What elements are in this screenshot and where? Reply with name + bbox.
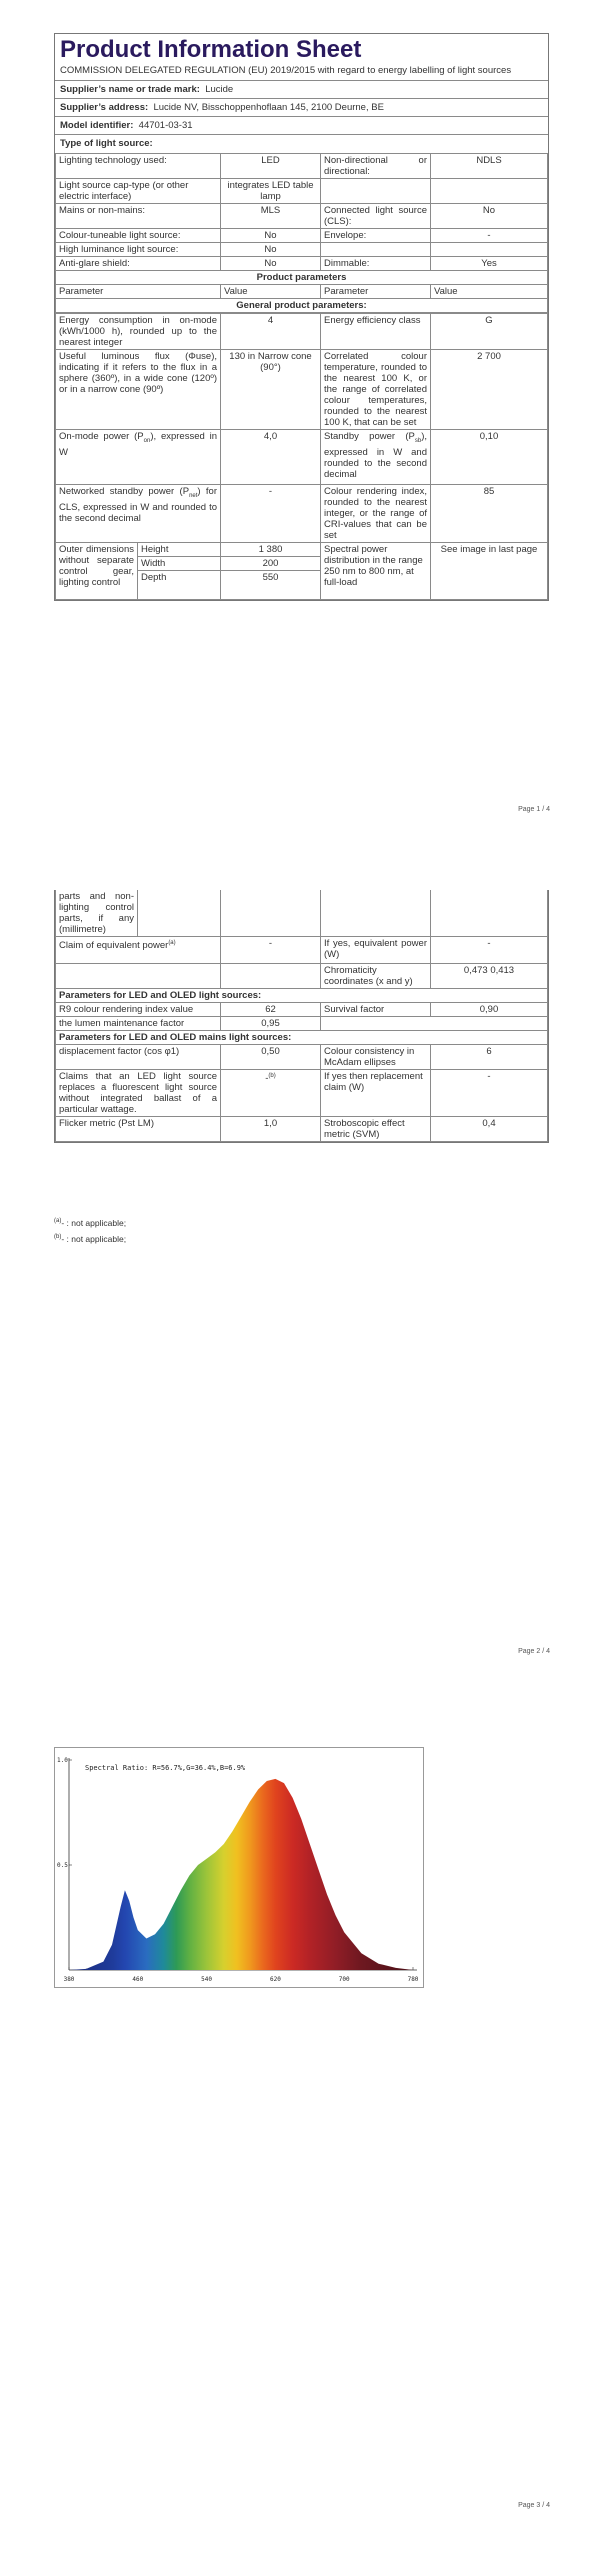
x-tick-label: 540 bbox=[201, 1976, 213, 1983]
mains-parameters-heading: Parameters for LED and OLED mains light sources: bbox=[56, 1031, 548, 1045]
y-tick-label: 1.0 bbox=[57, 1757, 68, 1764]
table-row bbox=[56, 1031, 548, 1045]
model-row bbox=[55, 116, 548, 134]
type-value: No bbox=[221, 229, 321, 243]
table-row bbox=[56, 204, 548, 229]
empty-cell bbox=[321, 890, 431, 937]
table-row bbox=[56, 964, 548, 989]
x-tick-label: 620 bbox=[269, 1976, 281, 1983]
type-value: NDLS bbox=[431, 154, 548, 179]
type-param: Envelope: bbox=[321, 229, 431, 243]
type-param: Light source cap-type (or other electric interface) bbox=[56, 179, 221, 204]
table-row bbox=[56, 299, 548, 313]
param-value: 4,0 bbox=[221, 430, 321, 485]
type-value bbox=[431, 243, 548, 257]
param-label: Spectral power distribution in the range 250 nm to 800 nm, at full-load bbox=[321, 543, 431, 600]
type-param: High luminance light source: bbox=[56, 243, 221, 257]
param-label: Colour consistency in McAdam ellipses bbox=[321, 1045, 431, 1070]
x-tick-label: 460 bbox=[132, 1976, 144, 1983]
param-label: Chromaticity coordinates (x and y) bbox=[321, 964, 431, 989]
empty-cell bbox=[431, 890, 548, 937]
type-param bbox=[321, 179, 431, 204]
table-row bbox=[56, 314, 548, 350]
dimension-label: Height bbox=[138, 543, 221, 557]
supplier-name-value: Lucide bbox=[205, 84, 234, 95]
type-value: integrates LED table lamp bbox=[221, 179, 321, 204]
table-row bbox=[56, 285, 548, 299]
supplier-name-label: Supplier’s name or trade mark: bbox=[60, 84, 200, 95]
param-label: Useful luminous flux (Φuse), indicating if it refers to the flux in a sphere (360º), in a wide cone (120º) or in a narrow cone (90º) bbox=[56, 350, 221, 430]
type-value: LED bbox=[221, 154, 321, 179]
general-table bbox=[55, 313, 548, 600]
supplier-address-label: Supplier’s address: bbox=[60, 102, 149, 113]
footnote-a: $^{(a)}$- : not applicable; bbox=[54, 1218, 127, 1228]
type-param: Colour-tuneable light source: bbox=[56, 229, 221, 243]
table-row bbox=[56, 350, 548, 430]
param-label: Correlated colour temperature, rounded to the nearest 100 K, or the range of correlated colour temperatures, rounded to the nearest 100 K, that can be set bbox=[321, 350, 431, 430]
param-value: 4 bbox=[221, 314, 321, 350]
param-value: 200 bbox=[221, 557, 321, 571]
supplier-name-row bbox=[55, 80, 548, 98]
param-label: Survival factor bbox=[321, 1003, 431, 1017]
type-param: Non-directional or directional: bbox=[321, 154, 431, 179]
table-row bbox=[56, 1003, 548, 1017]
dimension-label: Depth bbox=[138, 571, 221, 600]
general-parameters-heading: General product parameters: bbox=[56, 299, 548, 313]
param-label: If yes, equivalent power (W) bbox=[321, 937, 431, 964]
type-value: MLS bbox=[221, 204, 321, 229]
supplier-address-value: Lucide NV, Bisschoppenhoflaan 145, 2100 Deurne, BE bbox=[153, 102, 384, 113]
param-value: 6 bbox=[431, 1045, 548, 1070]
empty-cell bbox=[221, 890, 321, 937]
footnote-b: $^{(b)}$- : not applicable; bbox=[54, 1234, 127, 1244]
type-value: No bbox=[221, 243, 321, 257]
param-label: R9 colour rendering index value bbox=[56, 1003, 221, 1017]
spectrum-area bbox=[69, 1779, 413, 1970]
type-value: - bbox=[431, 229, 548, 243]
table-row bbox=[56, 1117, 548, 1142]
type-param: Mains or non-mains: bbox=[56, 204, 221, 229]
type-param: Anti-glare shield: bbox=[56, 257, 221, 271]
empty-cell bbox=[321, 1017, 548, 1031]
type-heading: Type of light source: bbox=[60, 138, 153, 149]
empty-cell bbox=[221, 964, 321, 989]
param-value: 62 bbox=[221, 1003, 321, 1017]
type-param: Connected light source (CLS): bbox=[321, 204, 431, 229]
page-title: Product Information Sheet bbox=[60, 36, 362, 63]
y-tick-label: 0.5 bbox=[57, 1862, 68, 1869]
param-value: - bbox=[221, 485, 321, 543]
table-row bbox=[56, 430, 548, 485]
param-value: 1 380 bbox=[221, 543, 321, 557]
param-value: 85 bbox=[431, 485, 548, 543]
param-label: the lumen maintenance factor bbox=[56, 1017, 221, 1031]
type-param: Dimmable: bbox=[321, 257, 431, 271]
param-label: Networked standby power $(P_{net})$ for CLS, expressed in W and rounded to the second decimal bbox=[56, 485, 221, 543]
table-row bbox=[56, 271, 548, 285]
x-tick-label: 780 bbox=[407, 1976, 419, 1983]
table-row bbox=[56, 229, 548, 243]
param-value: 130 in Narrow cone (90°) bbox=[221, 350, 321, 430]
param-value: G bbox=[431, 314, 548, 350]
type-value: No bbox=[221, 257, 321, 271]
param-label: Claim of equivalent power$^{(a)}$ bbox=[56, 937, 221, 964]
supplier-address-row bbox=[55, 98, 548, 116]
column-header: Parameter bbox=[56, 285, 221, 299]
param-label: If yes then replacement claim (W) bbox=[321, 1070, 431, 1117]
param-label: Colour rendering index, rounded to the nearest integer, or the range of CRI-values that can be set bbox=[321, 485, 431, 543]
page-2 bbox=[0, 820, 604, 1690]
param-value: 2 700 bbox=[431, 350, 548, 430]
page-number: Page 2 / 4 bbox=[518, 1648, 550, 1655]
param-value: 0,90 bbox=[431, 1003, 548, 1017]
empty-cell bbox=[56, 964, 221, 989]
param-value: 0,473 0,413 bbox=[431, 964, 548, 989]
chart-title: Spectral Ratio: R=56.7%,G=36.4%,B=6.9% bbox=[85, 1764, 246, 1772]
param-value: -$^{(b)}$ bbox=[221, 1070, 321, 1117]
table-row bbox=[56, 257, 548, 271]
info-sheet-table-p1 bbox=[54, 33, 549, 601]
page-number: Page 1 / 4 bbox=[518, 806, 550, 813]
param-value: - bbox=[431, 937, 548, 964]
param-value: 0,10 bbox=[431, 430, 548, 485]
param-value: See image in last page bbox=[431, 543, 548, 600]
page-1 bbox=[0, 0, 604, 820]
model-label: Model identifier: bbox=[60, 120, 134, 131]
table-row bbox=[56, 179, 548, 204]
table-row bbox=[56, 543, 548, 557]
led-parameters-heading: Parameters for LED and OLED light sources: bbox=[56, 989, 548, 1003]
spectral-chart bbox=[54, 1747, 424, 1988]
param-value: - bbox=[221, 937, 321, 964]
empty-cell bbox=[138, 890, 221, 937]
param-label: Flicker metric (Pst LM) bbox=[56, 1117, 221, 1142]
param-label: Claims that an LED light source replaces a fluorescent light source without integrated ballast of a particular wattage. bbox=[56, 1070, 221, 1117]
param-label: Stroboscopic effect metric (SVM) bbox=[321, 1117, 431, 1142]
product-parameters-heading: Product parameters bbox=[56, 271, 548, 285]
table-row bbox=[56, 154, 548, 179]
table-row bbox=[56, 485, 548, 543]
table-row bbox=[56, 243, 548, 257]
type-table bbox=[55, 153, 548, 313]
param-label: Energy consumption in on-mode (kWh/1000 h), rounded up to the nearest integer bbox=[56, 314, 221, 350]
type-value bbox=[431, 179, 548, 204]
info-sheet-table-p2 bbox=[54, 890, 549, 1143]
param-value: 0,50 bbox=[221, 1045, 321, 1070]
param-label: Energy efficiency class bbox=[321, 314, 431, 350]
page-3 bbox=[0, 1690, 604, 2560]
param-label: On-mode power $(P_{on})$, expressed in W bbox=[56, 430, 221, 485]
param-value: 0,4 bbox=[431, 1117, 548, 1142]
param-value: 1,0 bbox=[221, 1117, 321, 1142]
param-value: 0,95 bbox=[221, 1017, 321, 1031]
table-row bbox=[56, 1070, 548, 1117]
column-header: Value bbox=[221, 285, 321, 299]
type-param: Lighting technology used: bbox=[56, 154, 221, 179]
table-row bbox=[56, 890, 548, 937]
column-header: Parameter bbox=[321, 285, 431, 299]
type-heading-row bbox=[55, 134, 548, 153]
param-label: displacement factor (cos φ1) bbox=[56, 1045, 221, 1070]
type-param bbox=[321, 243, 431, 257]
type-value: Yes bbox=[431, 257, 548, 271]
x-tick-label: 700 bbox=[338, 1976, 350, 1983]
param-value: - bbox=[431, 1070, 548, 1117]
table-row bbox=[56, 1017, 548, 1031]
table-row bbox=[56, 1045, 548, 1070]
param-value: 550 bbox=[221, 571, 321, 600]
table-row bbox=[56, 937, 548, 964]
param-label: Outer dimensions without separate control gear, lighting control bbox=[56, 543, 138, 600]
dimension-label: Width bbox=[138, 557, 221, 571]
spectral-chart-svg bbox=[55, 1748, 423, 1987]
model-value: 44701-03-31 bbox=[138, 120, 193, 131]
general-table-continued bbox=[55, 890, 548, 1142]
x-tick-label: 380 bbox=[63, 1976, 75, 1983]
column-header: Value bbox=[431, 285, 548, 299]
type-value: No bbox=[431, 204, 548, 229]
param-label: parts and non-lighting control parts, if any (millimetre) bbox=[56, 890, 138, 937]
table-row bbox=[56, 989, 548, 1003]
regulation-subtitle: COMMISSION DELEGATED REGULATION (EU) 2019/2015 with regard to energy labelling of light sources bbox=[60, 65, 512, 76]
param-label: Standby power $(P_{sb})$, expressed in W and rounded to the second decimal bbox=[321, 430, 431, 485]
page-number: Page 3 / 4 bbox=[518, 2502, 550, 2509]
